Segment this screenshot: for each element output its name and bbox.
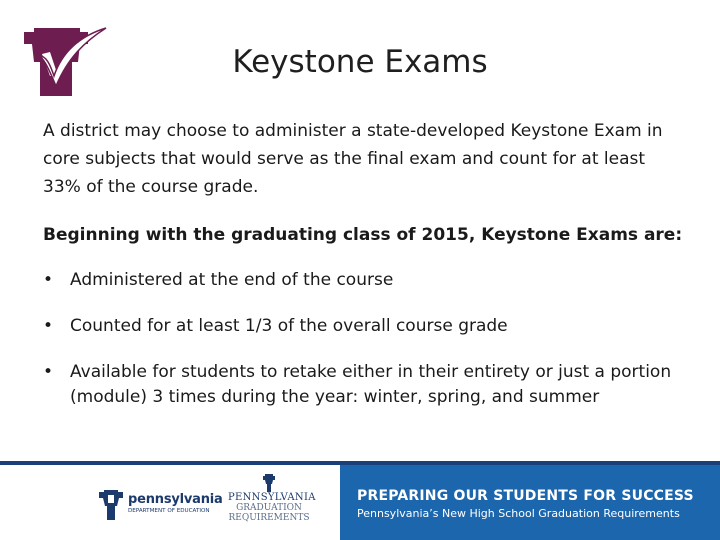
bullet-item — [43, 268, 683, 293]
slide-title: Keystone Exams — [232, 44, 488, 80]
banner-title: PREPARING OUR STUDENTS FOR SUCCESS — [357, 488, 694, 504]
banner-subtitle: Pennsylvania’s New High School Graduation Requirements — [357, 507, 680, 520]
grad-logo-line2: GRADUATION — [236, 503, 302, 513]
bullet-text: Administered at the end of the course — [70, 270, 394, 290]
grad-logo-line1: PENNSYLVANIA — [228, 492, 316, 503]
bullet-item — [43, 360, 683, 410]
bullet-marker: • — [43, 316, 54, 336]
bullet-item — [43, 314, 683, 339]
bullet-text: Available for students to retake either in their entirety or just a portion (module) 3 times during the year: winter, spring, and summer — [70, 362, 672, 407]
pde-subtitle: DEPARTMENT OF EDUCATION — [128, 508, 210, 514]
keystone-icon — [98, 489, 124, 521]
grad-logo-line3: REQUIREMENTS — [228, 513, 310, 523]
keystone-icon — [262, 474, 276, 492]
graduation-requirements-logo — [228, 474, 316, 534]
pde-logo — [98, 489, 223, 521]
pde-name: pennsylvania — [128, 492, 223, 507]
bullet-text: Counted for at least 1/3 of the overall course grade — [70, 316, 508, 336]
bullet-list — [43, 268, 683, 431]
intro-paragraph: A district may choose to administer a state-developed Keystone Exam in core subjects that would serve as the final exam and count for at least 33% of the course grade. — [43, 121, 663, 197]
bullet-marker: • — [43, 270, 54, 290]
bullet-marker: • — [43, 362, 54, 382]
lead-statement: Beginning with the graduating class of 2015, Keystone Exams are: — [43, 225, 683, 245]
